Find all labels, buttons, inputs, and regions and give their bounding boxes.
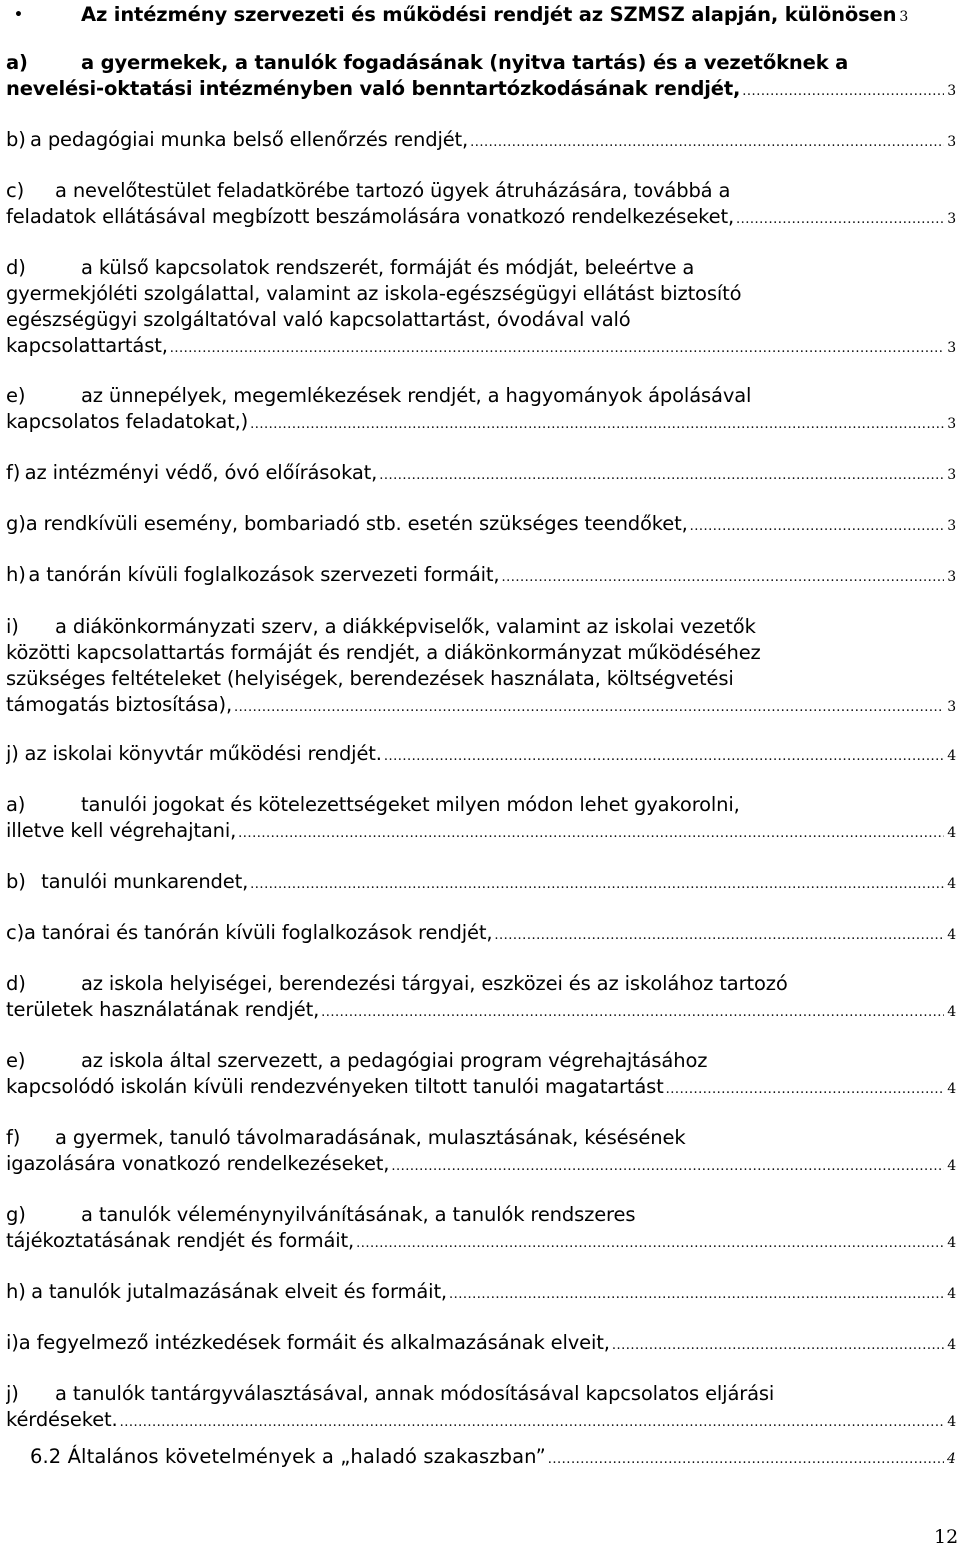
toc-entry-label: d) [6, 256, 26, 279]
toc-entry-text: tanulói jogokat és kötelezettségeket milyen módon lehet gyakorolni, [81, 793, 740, 816]
dot-leader [170, 336, 944, 359]
toc-entry-text: szükséges feltételeket (helyiségek, berendezések használata, költségvetési [6, 667, 734, 690]
dot-leader [321, 1000, 944, 1023]
toc-page-number: 4 [947, 1081, 956, 1097]
toc-entry-label: a) [6, 793, 26, 816]
toc-entry-text: tanulói munkarendet, [41, 870, 249, 893]
toc-entry-label: e) [6, 384, 26, 407]
toc-entry-text: feladatok ellátásával megbízott beszámolására vonatkozó rendelkezéseket, [6, 205, 735, 228]
toc-page-number: 4 [947, 1235, 956, 1251]
toc-entry[interactable] [6, 792, 956, 844]
toc-entry-text: a tanulók tantárgyválasztásával, annak módosításával kapcsolatos eljárási [55, 1382, 775, 1405]
toc-page-number: 4 [947, 1004, 956, 1020]
dot-leader [356, 1231, 944, 1254]
toc-entry-text: egészségügyi szolgáltatóval való kapcsolattartást, óvodával való [6, 308, 631, 331]
dot-leader [612, 1333, 944, 1356]
toc-entry-text: a gyermek, tanuló távolmaradásának, mulasztásának, késésének [55, 1126, 686, 1149]
dot-leader [742, 79, 944, 102]
toc-entry[interactable] [6, 920, 956, 946]
dot-leader [666, 1077, 945, 1100]
dot-leader [238, 821, 944, 844]
bullet-icon: • [14, 7, 23, 23]
toc-section-title: 6.2 Általános követelmények a „haladó szakaszban” [30, 1445, 546, 1468]
toc-entry-text: területek használatának rendjét, [6, 998, 320, 1021]
dot-leader [548, 1447, 944, 1470]
toc-entry-label: a) [6, 51, 28, 74]
toc-entry[interactable] [6, 50, 956, 102]
toc-entry-text: a fegyelmező intézkedések formáit és alkalmazásának elveit, [18, 1331, 610, 1354]
toc-section-entry[interactable] [30, 1444, 956, 1470]
toc-entry-text: tájékoztatásának rendjét és formáit, [6, 1229, 355, 1252]
toc-page-number: 4 [947, 1337, 956, 1353]
toc-entry-text: a gyermekek, a tanulók fogadásának (nyitva tartás) és a vezetőknek a [81, 51, 849, 74]
toc-entry[interactable] [6, 741, 956, 767]
toc-entry[interactable] [6, 127, 956, 153]
toc-entry-label: i) [6, 1331, 19, 1354]
toc-entry-label: c) [6, 921, 25, 944]
toc-entry-text: gyermekjóléti szolgálattal, valamint az iskola-egészségügyi ellátást biztosító [6, 282, 742, 305]
toc-entry-text: illetve kell végrehajtani, [6, 819, 237, 842]
toc-entry-label: g) [6, 1203, 26, 1226]
toc-entry[interactable] [6, 511, 956, 537]
toc-entry-text: az iskolai könyvtár működési rendjét. [24, 742, 382, 765]
toc-entry[interactable] [6, 1330, 956, 1356]
toc-entry[interactable] [6, 1048, 956, 1100]
toc-entry-text: a tanulók véleménynyilvánításának, a tanulók rendszeres [81, 1203, 636, 1226]
toc-entry-label: i) [6, 615, 19, 638]
toc-page-number: 3 [947, 134, 956, 150]
toc-page-number: 4 [947, 825, 956, 841]
toc-entry-text: a tanórai és tanórán kívüli foglalkozások rendjét, [24, 921, 493, 944]
toc-entry-text: kapcsolatos feladatokat,) [6, 410, 249, 433]
toc-entry[interactable] [6, 1125, 956, 1177]
toc-entry[interactable] [6, 869, 956, 895]
toc-entry-label: d) [6, 972, 26, 995]
toc-heading [6, 2, 956, 28]
dot-leader [234, 695, 944, 718]
toc-page-number: 3 [899, 9, 909, 25]
toc-entry-text: az iskola által szervezett, a pedagógiai program végrehajtásához [81, 1049, 708, 1072]
toc-entry-text: a tanulók jutalmazásának elveit és formáit, [31, 1280, 447, 1303]
toc-page-number: 4 [947, 748, 956, 764]
toc-entry-label: b) [6, 128, 26, 151]
dot-leader [501, 565, 944, 588]
toc-entry-text: kérdéseket. [6, 1408, 118, 1431]
toc-heading-text: Az intézmény szervezeti és működési rendjét az SZMSZ alapján, különösen [81, 3, 897, 26]
dot-leader [379, 463, 944, 486]
dot-leader [736, 207, 944, 230]
toc-entry-text: a diákönkormányzati szerv, a diákképviselők, valamint az iskolai vezetők [55, 615, 756, 638]
toc-page-number: 4 [947, 876, 956, 892]
toc-page-number: 3 [947, 569, 956, 585]
toc-page-number: 4 [946, 1451, 956, 1467]
toc-entry-text: a külső kapcsolatok rendszerét, formáját és módját, beleértve a [81, 256, 695, 279]
toc-entry-text: igazolására vonatkozó rendelkezéseket, [6, 1152, 390, 1175]
dot-leader [250, 872, 944, 895]
toc-entry-text: az ünnepélyek, megemlékezések rendjét, a hagyományok ápolásával [81, 384, 752, 407]
toc-entry-label: f) [6, 1126, 21, 1149]
toc-entry-label: g) [6, 512, 26, 535]
toc-entry[interactable] [6, 971, 956, 1023]
toc-entry-label: b) [6, 870, 26, 893]
toc-entry[interactable] [6, 1381, 956, 1433]
toc-entry-text: a nevelőtestület feladatkörébe tartozó ügyek átruházására, továbbá a [55, 179, 731, 202]
dot-leader [690, 514, 945, 537]
toc-page-number: 4 [947, 1286, 956, 1302]
toc-entry-text: az intézményi védő, óvó előírásokat, [24, 461, 378, 484]
dot-leader [384, 744, 944, 767]
toc-entry-text: kapcsolódó iskolán kívüli rendezvényeken tiltott tanulói magatartást [6, 1075, 664, 1098]
page-number: 12 [934, 1526, 959, 1548]
toc-entry-text: közötti kapcsolattartás formáját és rendjét, a diákönkormányzat működéséhez [6, 641, 761, 664]
toc-entry-text: a pedagógiai munka belső ellenőrzés rendjét, [29, 128, 469, 151]
dot-leader [120, 1410, 945, 1433]
toc-entry-label: j) [6, 1382, 19, 1405]
toc-entry-text: támogatás biztosítása), [6, 693, 233, 716]
toc-entry[interactable] [6, 1202, 956, 1254]
toc-page-number: 3 [947, 699, 956, 715]
dot-leader [391, 1154, 944, 1177]
toc-entry[interactable] [6, 178, 956, 230]
toc-page-number: 3 [947, 467, 956, 483]
toc-page-number: 3 [947, 340, 956, 356]
toc-entry-text: a tanórán kívüli foglalkozások szervezeti formáit, [28, 563, 500, 586]
toc-entry-text: kapcsolattartást, [6, 334, 168, 357]
toc-entry[interactable] [6, 383, 956, 435]
toc-entry[interactable] [6, 460, 956, 486]
dot-leader [250, 412, 944, 435]
toc-page-number: 4 [947, 927, 956, 943]
toc-entry[interactable] [6, 1279, 956, 1305]
dot-leader [470, 130, 944, 153]
toc-page-number: 4 [947, 1414, 956, 1430]
toc-page-number: 3 [947, 211, 956, 227]
toc-entry-text: az iskola helyiségei, berendezési tárgyai, eszközei és az iskolához tartozó [81, 972, 788, 995]
dot-leader [449, 1282, 944, 1305]
dot-leader [494, 923, 944, 946]
toc-entry-label: j) [6, 742, 19, 765]
toc-entry-text: nevelési-oktatási intézményben való benntartózkodásának rendjét, [6, 77, 741, 100]
toc-page-number: 3 [947, 518, 956, 534]
toc-entry-label: e) [6, 1049, 26, 1072]
toc-entry-text: a rendkívüli esemény, bombariadó stb. esetén szükséges teendőket, [25, 512, 688, 535]
toc-entry-label: h) [6, 1280, 26, 1303]
toc-entry[interactable] [6, 255, 956, 359]
toc-entry-label: c) [6, 179, 25, 202]
toc-page-number: 3 [947, 416, 956, 432]
toc-entry[interactable] [6, 562, 956, 588]
toc-page-number: 3 [947, 83, 956, 99]
toc-page-number: 4 [947, 1158, 956, 1174]
toc-entry-label: h) [6, 563, 26, 586]
toc-entry[interactable] [6, 614, 956, 718]
toc-entry-label: f) [6, 461, 21, 484]
